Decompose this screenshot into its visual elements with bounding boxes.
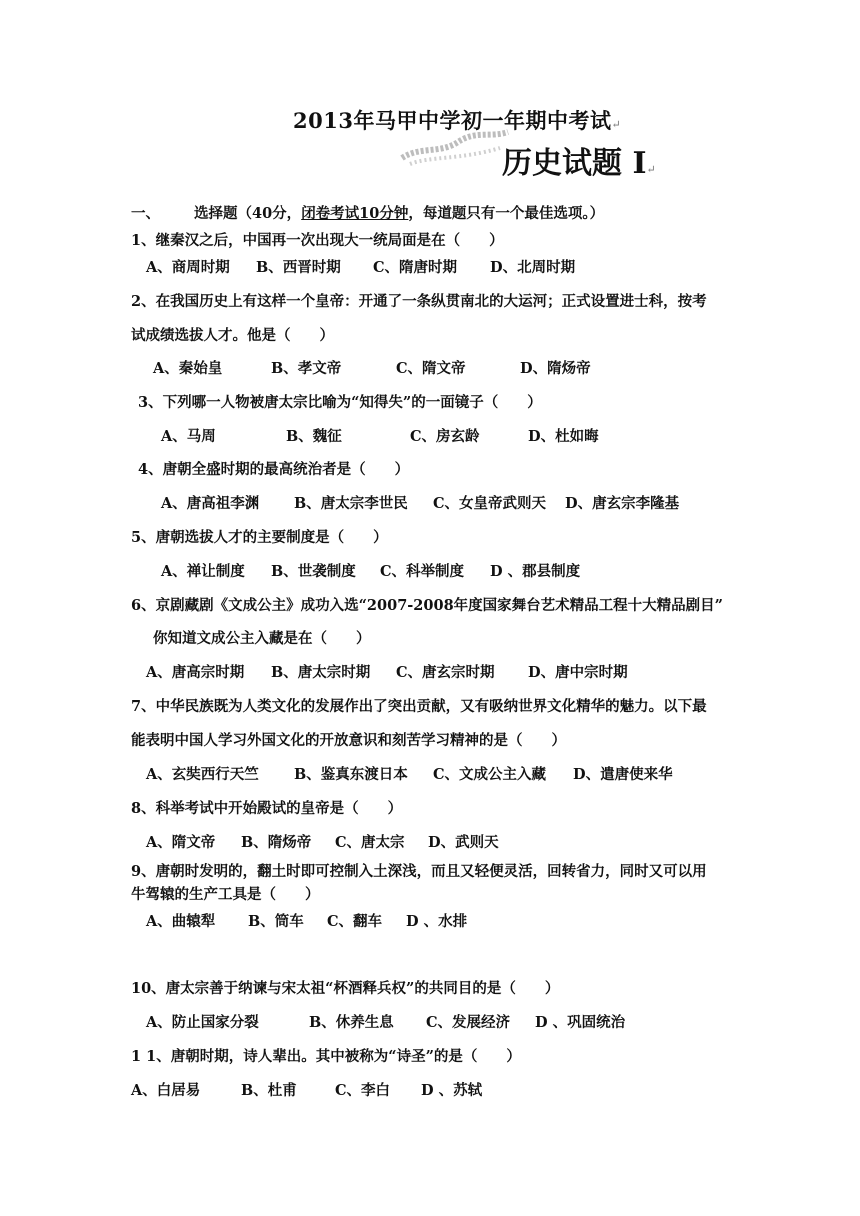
exam-title-text: 2013年马甲中学初一年期中考试 — [293, 108, 612, 133]
question-6-text-cont: 你知道文成公主入藏是在（ ） — [153, 630, 371, 647]
question-9-option-b: B、筒车 — [248, 913, 304, 930]
question-8-text: 8、科举考试中开始殿试的皇帝是（ ） — [131, 800, 403, 817]
question-4-option-d: D、唐玄宗李隆基 — [565, 495, 680, 512]
question-3-option-c: C、房玄龄 — [410, 428, 480, 445]
question-2-option-d: D、隋炀帝 — [520, 360, 591, 377]
question-10-option-a: A、防止国家分裂 — [146, 1014, 259, 1031]
return-mark-icon: ↵ — [646, 163, 656, 176]
question-8-option-d: D、武则天 — [428, 834, 499, 851]
section-heading — [131, 205, 604, 223]
question-6-option-d: D、唐中宗时期 — [528, 664, 628, 681]
question-7-text-cont: 能表明中国人学习外国文化的开放意识和刻苦学习精神的是（ ） — [131, 732, 566, 749]
question-7-option-d: D、遣唐使来华 — [573, 766, 673, 783]
question-8-option-a: A、隋文帝 — [146, 834, 216, 851]
question-3-option-a: A、马周 — [161, 428, 216, 445]
question-10-option-d: D 、巩固统治 — [535, 1014, 626, 1031]
question-8-option-c: C、唐太宗 — [335, 834, 405, 851]
question-7-option-b: B、鉴真东渡日本 — [294, 766, 408, 783]
return-mark-icon: ↵ — [611, 118, 622, 131]
question-10-text: 10、唐太宗善于纳谏与宋太祖“杯酒释兵权”的共同目的是（ ） — [131, 980, 560, 997]
question-2-option-c: C、隋文帝 — [396, 360, 466, 377]
question-6-text: 6、京剧藏剧《文成公主》成功入选“2007-2008年度国家舞台艺术精品工程十大精品剧目” — [131, 597, 723, 614]
question-1-option-c: C、隋唐时期 — [373, 259, 458, 276]
question-3-option-b: B、魏征 — [286, 428, 342, 445]
question-1-text: 1、继秦汉之后，中国再一次出现大一统局面是在（ ） — [131, 232, 504, 249]
section-closed-book-note: 闭卷考试10分钟 — [301, 205, 409, 222]
question-3-text: 3、下列哪一人物被唐太宗比喻为“知得失”的一面镜子（ ） — [138, 394, 542, 411]
question-10-option-b: B、休养生息 — [309, 1014, 394, 1031]
question-9-option-c: C、翻车 — [327, 913, 383, 930]
question-6-option-c: C、唐玄宗时期 — [396, 664, 495, 681]
question-8-option-b: B、隋炀帝 — [241, 834, 312, 851]
question-2-text-cont: 试成绩选拔人才。他是（ ） — [131, 327, 334, 344]
question-6-option-b: B、唐太宗时期 — [271, 664, 371, 681]
question-7-text: 7、中华民族既为人类文化的发展作出了突出贡献，又有吸纳世界文化精华的魅力。以下最 — [131, 698, 707, 715]
question-2-option-a: A、秦始皇 — [153, 360, 223, 377]
question-7-option-c: C、文成公主入藏 — [433, 766, 547, 783]
question-9-option-d: D 、水排 — [406, 913, 468, 930]
decorative-scribble-icon — [400, 128, 510, 168]
question-4-text: 4、唐朝全盛时期的最高统治者是（ ） — [138, 461, 410, 478]
question-4-option-b: B、唐太宗李世民 — [294, 495, 408, 512]
question-1-option-a: A、商周时期 — [146, 259, 230, 276]
question-9-text-cont: 牛驾辕的生产工具是（ ） — [131, 886, 320, 903]
question-11-text: 1 1、唐朝时期，诗人辈出。其中被称为“诗圣”的是（ ） — [131, 1048, 521, 1065]
question-10-option-c: C、发展经济 — [426, 1014, 511, 1031]
question-11-option-a: A、白居易 — [131, 1082, 201, 1099]
question-1-option-b: B、西晋时期 — [256, 259, 341, 276]
question-2-option-b: B、孝文帝 — [271, 360, 342, 377]
question-9-option-a: A、曲辕犁 — [146, 913, 216, 930]
section-number: 一、 — [131, 205, 160, 222]
section-instruction: ，每道题只有一个最佳选项。） — [408, 205, 605, 222]
exam-subtitle — [502, 146, 656, 188]
question-11-option-b: B、杜甫 — [241, 1082, 297, 1099]
section-label: 选择题（40分， — [194, 205, 302, 222]
question-5-option-a: A、禅让制度 — [161, 563, 245, 580]
question-2-text: 2、在我国历史上有这样一个皇帝：开通了一条纵贯南北的大运河；正式设置进士科，按考 — [131, 293, 707, 310]
question-1-option-d: D、北周时期 — [490, 259, 576, 276]
question-5-option-c: C、科举制度 — [380, 563, 465, 580]
question-7-option-a: A、玄奘西行天竺 — [146, 766, 259, 783]
question-6-option-a: A、唐高宗时期 — [146, 664, 245, 681]
exam-subtitle-text: 历史试题 I — [502, 146, 647, 181]
question-4-option-a: A、唐高祖李渊 — [161, 495, 260, 512]
question-5-option-b: B、世袭制度 — [271, 563, 356, 580]
question-9-text: 9、唐朝时发明的，翻土时即可控制入土深浅，而且又轻便灵活，回转省力，同时又可以用 — [131, 863, 707, 880]
question-11-option-c: C、李白 — [335, 1082, 391, 1099]
question-11-option-d: D 、苏轼 — [421, 1082, 483, 1099]
question-4-option-c: C、女皇帝武则天 — [433, 495, 547, 512]
question-5-text: 5、唐朝选拔人才的主要制度是（ ） — [131, 529, 388, 546]
question-3-option-d: D、杜如晦 — [528, 428, 599, 445]
question-5-option-d: D 、郡县制度 — [490, 563, 581, 580]
